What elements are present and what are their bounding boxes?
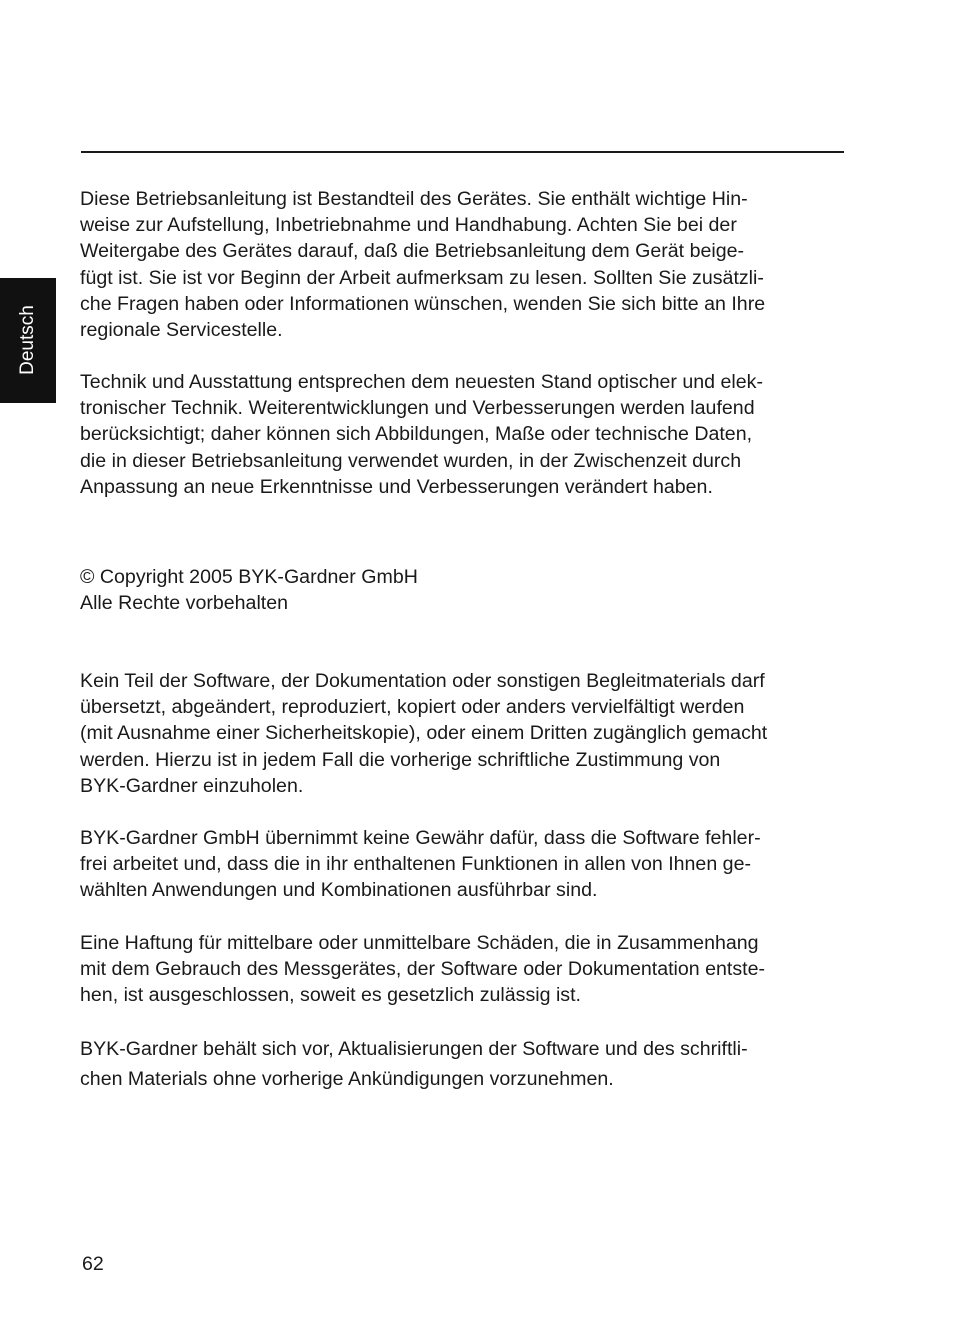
reproduction-paragraph (80, 668, 850, 799)
text-line: mit dem Gebrauch des Messgerätes, der Software oder Dokumentation entste- (80, 958, 766, 981)
copyright-line: © Copyright 2005 BYK-Gardner GmbH (80, 566, 418, 588)
liability-paragraph (80, 930, 850, 1009)
language-tab-label: Deutsch (17, 305, 38, 375)
text-line: che Fragen haben oder Informationen wünschen, wenden Sie sich bitte an Ihre (80, 292, 766, 315)
intro-paragraph (80, 186, 850, 343)
text-line: (mit Ausnahme einer Sicherheitskopie), oder einem Dritten zugänglich gemacht (80, 722, 768, 745)
text-line: BYK-Gardner behält sich vor, Aktualisierungen der Software und des schriftli- (80, 1038, 748, 1060)
copyright-paragraph (80, 564, 850, 616)
language-tab (0, 278, 56, 403)
text-line: die in dieser Betriebsanleitung verwendet wurden, in der Zwischenzeit durch (80, 449, 742, 472)
text-line: Technik und Ausstattung entsprechen dem neuesten Stand optischer und elek- (80, 371, 763, 393)
text-line: Diese Betriebsanleitung ist Bestandteil des Gerätes. Sie enthält wichtige Hin- (80, 188, 748, 210)
updates-paragraph (80, 1034, 850, 1094)
page-number: 62 (82, 1253, 104, 1275)
warranty-paragraph (80, 825, 850, 904)
text-line: übersetzt, abgeändert, reproduziert, kopiert oder anders vervielfältigt werden (80, 696, 745, 719)
text-line: werden. Hierzu ist in jedem Fall die vorherige schriftliche Zustimmung von (80, 748, 721, 771)
text-line: BYK-Gardner einzuholen. (80, 774, 304, 797)
text-line: chen Materials ohne vorherige Ankündigungen vorzunehmen. (80, 1068, 614, 1090)
text-line: BYK-Gardner GmbH übernimmt keine Gewähr dafür, dass die Software fehler- (80, 827, 761, 849)
technology-paragraph (80, 369, 850, 500)
text-line: regionale Servicestelle. (80, 319, 283, 342)
text-line: hen, ist ausgeschlossen, soweit es gesetzlich zulässig ist. (80, 984, 581, 1007)
text-line: fügt ist. Sie ist vor Beginn der Arbeit aufmerksam zu lesen. Sollten Sie zusätzli- (80, 266, 764, 289)
text-line: Eine Haftung für mittelbare oder unmittelbare Schäden, die in Zusammenhang (80, 932, 759, 954)
text-line: Anpassung an neue Erkenntnisse und Verbesserungen verändert haben. (80, 475, 713, 498)
text-line: weise zur Aufstellung, Inbetriebnahme und Handhabung. Achten Sie bei der (80, 214, 737, 237)
header-rule (81, 151, 844, 153)
text-line: Kein Teil der Software, der Dokumentation oder sonstigen Begleitmaterials darf (80, 670, 765, 692)
text-line: wählten Anwendungen und Kombinationen ausführbar sind. (80, 879, 598, 902)
text-line: berücksichtigt; daher können sich Abbildungen, Maße oder technische Daten, (80, 423, 753, 446)
rights-line: Alle Rechte vorbehalten (80, 592, 289, 615)
text-line: frei arbeitet und, dass die in ihr enthaltenen Funktionen in allen von Ihnen ge- (80, 853, 751, 876)
text-line: tronischer Technik. Weiterentwicklungen und Verbesserungen werden laufend (80, 397, 755, 420)
text-line: Weitergabe des Gerätes darauf, daß die Betriebsanleitung dem Gerät beige- (80, 240, 745, 263)
